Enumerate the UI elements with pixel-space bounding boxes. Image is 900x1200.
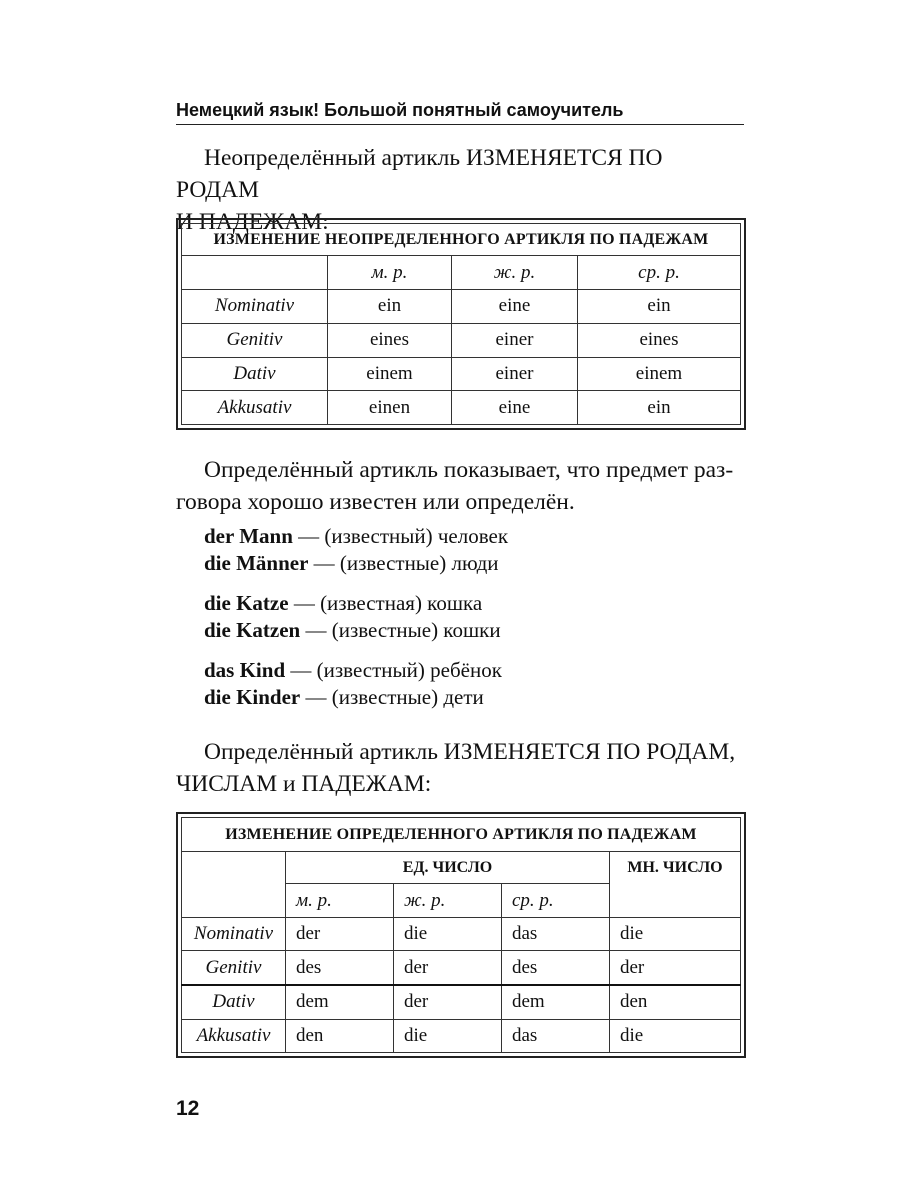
table-cell: dem — [286, 985, 394, 1019]
table-row — [182, 918, 741, 951]
table-cell: das — [502, 918, 610, 951]
table-cell: das — [502, 1019, 610, 1052]
table-cell: der — [610, 951, 741, 985]
table-cell: der — [394, 951, 502, 985]
example-word: die Katze — [204, 591, 289, 615]
example-line — [204, 683, 744, 711]
example-gloss: — (известный) ребёнок — [285, 658, 502, 682]
table-cell: des — [286, 951, 394, 985]
case-label: Dativ — [182, 985, 286, 1019]
example-line — [204, 522, 744, 550]
case-label: Akkusativ — [182, 1019, 286, 1052]
example-line — [204, 656, 744, 684]
case-label: Akkusativ — [182, 391, 328, 425]
example-line — [204, 589, 744, 617]
paragraph-definite-article-declension — [176, 736, 746, 800]
example-line — [204, 549, 744, 577]
example-gloss: — (известные) кошки — [300, 618, 501, 642]
table-cell: eine — [452, 391, 578, 425]
column-header-masculine: м. р. — [286, 884, 394, 918]
table-row — [182, 951, 741, 985]
table-cell: eines — [328, 323, 452, 357]
table-cell: den — [286, 1019, 394, 1052]
paragraph-line: говора хорошо известен или определён. — [176, 489, 575, 515]
table-row — [182, 290, 741, 324]
page-number: 12 — [176, 1097, 200, 1120]
example-gloss: — (известные) люди — [308, 551, 499, 575]
paragraph-line: ЧИСЛАМ и ПАДЕЖАМ: — [176, 771, 432, 797]
table-row — [182, 357, 741, 391]
empty-corner-cell — [182, 852, 286, 918]
example-gloss: — (известный) человек — [292, 524, 509, 548]
table-cell: die — [610, 1019, 741, 1052]
example-word: die Katzen — [204, 618, 301, 642]
table-cell: ein — [578, 391, 741, 425]
example-gloss: — (известные) дети — [300, 685, 484, 709]
table-cell: der — [286, 918, 394, 951]
example-word: das Kind — [204, 658, 286, 682]
table-row — [182, 391, 741, 425]
example-word: der Mann — [204, 524, 293, 548]
case-label: Genitiv — [182, 951, 286, 985]
table-caption: ИЗМЕНЕНИЕ НЕОПРЕДЕЛЕННОГО АРТИКЛЯ ПО ПАДЕЖАМ — [182, 224, 741, 256]
example-word: die Männer — [204, 551, 309, 575]
table-row — [182, 323, 741, 357]
case-label: Nominativ — [182, 290, 328, 324]
table-cell: ein — [328, 290, 452, 324]
singular-header: ЕД. ЧИСЛО — [286, 852, 610, 884]
empty-corner-cell — [182, 256, 328, 290]
table-caption: ИЗМЕНЕНИЕ ОПРЕДЕЛЕННОГО АРТИКЛЯ ПО ПАДЕЖАМ — [182, 818, 741, 852]
plural-header: МН. ЧИСЛО — [610, 852, 741, 918]
table-cell: einer — [452, 323, 578, 357]
table-cell: des — [502, 951, 610, 985]
example-word: die Kinder — [204, 685, 301, 709]
definite-article-table — [176, 812, 746, 1058]
case-label: Nominativ — [182, 918, 286, 951]
column-header-feminine: ж. р. — [452, 256, 578, 290]
indefinite-article-table — [176, 218, 746, 430]
table-cell: der — [394, 985, 502, 1019]
column-header-masculine: м. р. — [328, 256, 452, 290]
table-grid — [181, 223, 741, 425]
table-cell: einem — [328, 357, 452, 391]
table-row — [182, 985, 741, 1019]
table-cell: eine — [452, 290, 578, 324]
paragraph-line: Определённый артикль ИЗМЕНЯЕТСЯ ПО РОДАМ, — [204, 739, 736, 765]
case-label: Dativ — [182, 357, 328, 391]
case-label: Genitiv — [182, 323, 328, 357]
paragraph-line: Неопределённый артикль ИЗМЕНЯЕТСЯ ПО РОДАМ — [176, 145, 663, 203]
paragraph-line: Определённый артикль показывает, что предмет раз- — [204, 457, 734, 483]
table-cell: einer — [452, 357, 578, 391]
running-header: Немецкий язык! Большой понятный самоучитель — [176, 100, 744, 125]
paragraph-definite-article-meaning — [176, 454, 746, 518]
table-row — [182, 1019, 741, 1052]
table-grid — [181, 817, 741, 1053]
column-header-neuter: ср. р. — [502, 884, 610, 918]
table-cell: die — [610, 918, 741, 951]
table-cell: einem — [578, 357, 741, 391]
table-cell: die — [394, 918, 502, 951]
column-header-feminine: ж. р. — [394, 884, 502, 918]
table-cell: den — [610, 985, 741, 1019]
table-cell: die — [394, 1019, 502, 1052]
table-cell: einen — [328, 391, 452, 425]
example-gloss: — (известная) кошка — [288, 591, 483, 615]
example-line — [204, 616, 744, 644]
paragraph-line: И ПАДЕЖАМ: — [176, 209, 329, 235]
table-cell: ein — [578, 290, 741, 324]
table-cell: dem — [502, 985, 610, 1019]
table-cell: eines — [578, 323, 741, 357]
column-header-neuter: ср. р. — [578, 256, 741, 290]
